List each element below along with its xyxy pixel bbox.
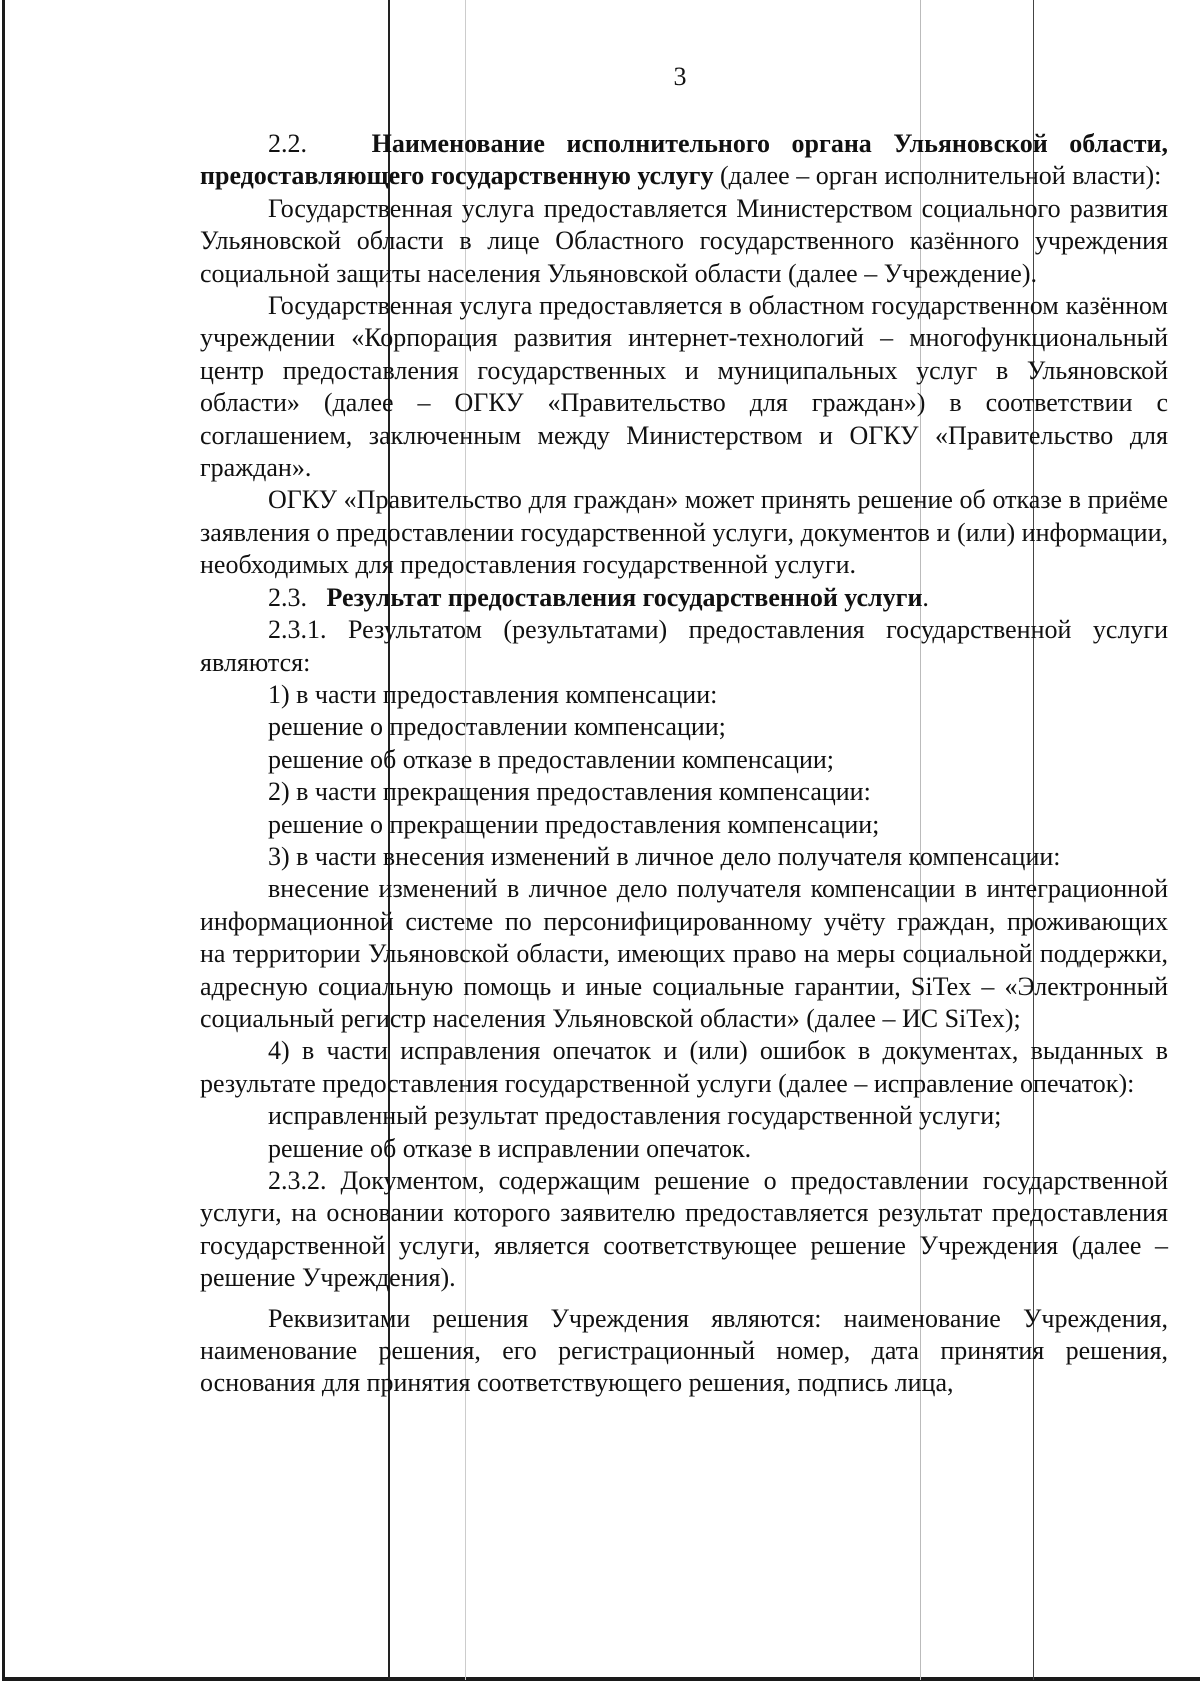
list-item: решение о предоставлении компенсации;	[268, 712, 726, 742]
paragraph: 2.3.2. Документом, содержащим решение о предоставлении государственной услуги, на основании которого заявителю предоставляется результат предоставления государственной услуги, является соответствующее решение Учреждения (далее – решение Учреждения).	[200, 1166, 1168, 1293]
section-heading: Наименование исполнительного органа Ульяновской области, предоставляющего государственную услугу	[200, 129, 1169, 191]
section-heading-rest: (далее – орган исполнительной власти):	[713, 161, 1162, 191]
paragraph: внесение изменений в личное дело получателя компенсации в интеграционной информационной системе по персонифицированному учёту граждан, проживающих на территории Ульяновской области, имеющих право на меры социальной поддержки, адресную социальную помощь и иные социальные гарантии, SiTex – «Электронный социальный регистр населения Ульяновской области» (далее – ИС SiTex);	[200, 874, 1168, 1033]
section-heading: Результат предоставления государственной услуги	[326, 582, 923, 612]
list-item: 2) в части прекращения предоставления компенсации:	[268, 777, 871, 807]
section-2-2	[200, 128, 1168, 193]
paragraph: ОГКУ «Правительство для граждан» может принять решение об отказе в приёме заявления о предоставлении государственной услуги, документов и (или) информации, необходимых для предоставления государственной услуги.	[200, 485, 1168, 580]
section-number: 2.3.	[268, 582, 307, 612]
scan-border-left	[2, 0, 5, 1680]
paragraph: Государственная услуга предоставляется Министерством социального развития Ульяновской области в лице Областного государственного казённого учреждения социальной защиты населения Ульяновской области (далее – Учреждение).	[200, 193, 1168, 288]
section-number: 2.2.	[268, 129, 307, 158]
page-number: 3	[673, 62, 687, 91]
list-item: решение о прекращении предоставления компенсации;	[268, 809, 880, 839]
paragraph: 2.3.1. Результатом (результатами) предоставления государственной услуги являются:	[200, 615, 1168, 677]
paragraph: Реквизитами решения Учреждения являются: наименование Учреждения, наименование решения, его регистрационный номер, дата принятия решения, основания для принятия соответствующего решения, подпись лица,	[200, 1303, 1168, 1398]
list-item: 1) в части предоставления компенсации:	[268, 679, 718, 709]
paragraph: 4) в части исправления опечаток и (или) ошибок в документах, выданных в результате предоставления государственной услуги (далее – исправление опечаток):	[200, 1036, 1168, 1098]
section-heading-rest: .	[922, 582, 929, 612]
section-2-3	[200, 582, 1168, 614]
list-item: решение об отказе в предоставлении компенсации;	[268, 744, 835, 774]
list-item: 3) в части внесения изменений в личное дело получателя компенсации:	[268, 841, 1061, 871]
paragraph: Государственная услуга предоставляется в областном государственном казённом учреждении «Корпорация развития интернет-технологий – многофункциональный центр предоставления государственных и муниципальных услуг в Ульяновской области» (далее – ОГКУ «Правительство для граждан») в соответствии с соглашением, заключенным между Министерством и ОГКУ «Правительство для граждан».	[200, 291, 1168, 483]
list-item: решение об отказе в исправлении опечаток.	[268, 1133, 752, 1163]
scan-border-bottom	[2, 1677, 1200, 1681]
document-body	[200, 128, 1168, 1400]
list-item: исправленный результат предоставления государственной услуги;	[268, 1101, 1002, 1131]
